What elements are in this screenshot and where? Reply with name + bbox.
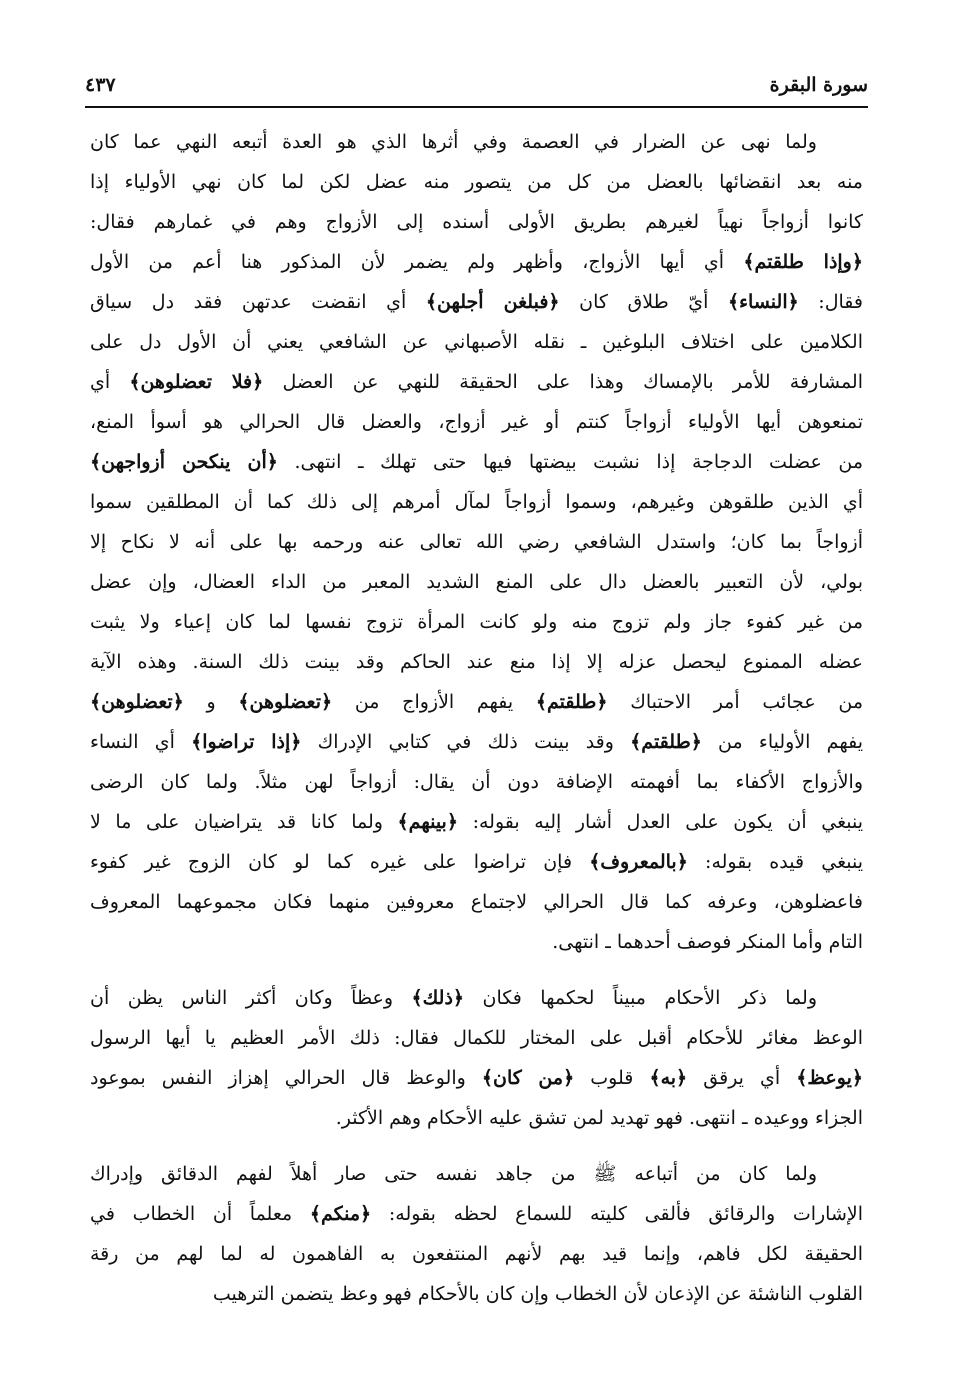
quran-quote: ﴿وإذا طلقتم﴾ <box>743 251 863 273</box>
text-line: بولي، لأن التعبير بالعضل دال على المنع الشديد المعبر من الداء العضال، وإن عضل <box>90 571 863 593</box>
page-body <box>90 122 863 1330</box>
text-line: أي الذين طلقوهن وغيرهم، وسموا أزواجاً لمآل أمرهم إلى ذلك كما أن المطلقين سموا <box>90 491 863 513</box>
text-line: ﴿يوعظ﴾ أي يرقق ﴿به﴾ قلوب ﴿من كان﴾ والوعظ قال الحرالي إهزاز النفس بموعود <box>90 1067 863 1089</box>
quran-quote: ﴿بينهم﴾ <box>397 811 458 833</box>
text-line: الوعظ مغائر للأحكام أقبل على المختار للكمال فقال: ذلك الأمر العظيم يا أيها الرسول <box>90 1027 863 1049</box>
text-line: الكلامين على اختلاف البلوغين ـ نقله الأصبهاني عن الشافعي يعني أن الأول دل على <box>90 331 863 353</box>
text-line: فقال: ﴿النساء﴾ أيّ طلاق كان ﴿فبلغن أجلهن﴾ أي انقضت عدتهن فقد دل سياق <box>90 291 863 313</box>
quran-quote: ﴿من كان﴾ <box>481 1067 575 1089</box>
quran-quote: ﴿منكم﴾ <box>309 1203 372 1225</box>
quran-quote: ﴿النساء﴾ <box>727 291 799 313</box>
quran-quote: ﴿بالمعروف﴾ <box>589 851 688 873</box>
text-line: من غير كفوء جاز ولم تزوج منه ولو كانت المرأة تزوج نفسها لما كان إعياء ولا يثبت <box>90 611 863 633</box>
text-line: فاعضلوهن، وعرفه كما قال الحرالي لاجتماع معروفين منهما فكان مجموعهما المعروف <box>90 891 863 913</box>
running-header <box>85 74 868 102</box>
quran-quote: ﴿طلقتم﴾ <box>535 691 608 713</box>
text-line: والأزواج الأكفاء بما أفهمته الإضافة دون أن يقال: أزواجاً لهن مثلاً. ولما كان الرضى <box>90 771 863 793</box>
text-line: كانوا أزواجاً نهياً لغيرهم بطريق الأولى أسنده إلى الأزواج وهم في غمارهم فقال: <box>90 211 863 233</box>
text-line: الإشارات والرقائق فألقى كليته للسماع لحظه بقوله: ﴿منكم﴾ معلماً أن الخطاب في <box>90 1203 863 1225</box>
quran-quote: ﴿أن ينكحن أزواجهن﴾ <box>90 451 278 473</box>
text-line: منه بعد انقضائها بالعضل من كل من يتصور منه عضل لكن لما كان نهي الأولياء إذا <box>90 171 863 193</box>
quran-quote: ﴿ذلك﴾ <box>411 987 465 1009</box>
paragraph <box>90 122 863 962</box>
text-line: عضله الممنوع ليحصل عزله إلا إذا منع عند الحاكم وقد بينت ذلك السنة. وهذه الآية <box>90 651 863 673</box>
text-line: تمنعوهن أيها الأولياء أزواجاً كنتم أو غير أزواج، والعضل قال الحرالي هو أسوأ المنع، <box>90 411 863 433</box>
text-line: من عضلت الدجاجة إذا نشبت بيضتها فيها حتى تهلك ـ انتهى. ﴿أن ينكحن أزواجهن﴾ <box>90 451 863 473</box>
quran-quote: ﴿يوعظ﴾ <box>796 1067 863 1089</box>
text-line: ولما نهى عن الضرار في العصمة وفي أثرها الذي هو العدة أتبعه النهي عما كان <box>90 131 817 153</box>
text-line: من عجائب أمر الاحتباك ﴿طلقتم﴾ يفهم الأزواج من ﴿تعضلوهن﴾ و ﴿تعضلوهن﴾ <box>90 691 863 713</box>
text-line: الجزاء ووعيده ـ انتهى. فهو تهديد لمن تشق عليه الأحكام وهم الأكثر. <box>335 1107 863 1129</box>
text-line: الحقيقة لكل فاهم، وإنما قيد بهم لأنهم المنتفعون به الفاهمون له لما لهم من رقة <box>90 1243 863 1265</box>
quran-quote: ﴿فلا تعضلوهن﴾ <box>129 371 264 393</box>
text-line: التام وأما المنكر فوصف أحدهما ـ انتهى. <box>552 931 863 953</box>
quran-quote: ﴿طلقتم﴾ <box>630 731 702 753</box>
quran-quote: ﴿إذا تراضوا﴾ <box>191 731 302 753</box>
text-line: أزواجاً بما كان؛ واستدل الشافعي رضي الله تعالى عنه ورحمه بها على أنه لا نكاح إلا <box>90 531 863 553</box>
text-line: ينبغي أن يكون على العدل أشار إليه بقوله: ﴿بينهم﴾ ولما كانا قد يتراضيان على ما لا <box>90 811 863 833</box>
text-line: ينبغي قيده بقوله: ﴿بالمعروف﴾ فإن تراضوا على غيره كما لو كان الزوج غير كفوء <box>90 851 863 873</box>
paragraph <box>90 1154 863 1314</box>
text-line: المشارفة للأمر بالإمساك وهذا على الحقيقة للنهي عن العضل ﴿فلا تعضلوهن﴾ أي <box>90 371 863 393</box>
paragraph <box>90 978 863 1138</box>
text-line: يفهم الأولياء من ﴿طلقتم﴾ وقد بينت ذلك في كتابي الإدراك ﴿إذا تراضوا﴾ أي النساء <box>90 731 863 753</box>
text-line: ﴿وإذا طلقتم﴾ أي أيها الأزواج، وأظهر ولم يضمر لأن المذكور هنا أعم من الأول <box>90 251 863 273</box>
quran-quote: ﴿تعضلوهن﴾ <box>238 691 333 713</box>
quran-quote: ﴿تعضلوهن﴾ <box>90 691 184 713</box>
header-rule <box>85 106 868 108</box>
text-line: القلوب الناشئة عن الإذعان لأن الخطاب وإن كان بالأحكام فهو وعظ يتضمن الترهيب <box>212 1283 863 1305</box>
quran-quote: ﴿به﴾ <box>649 1067 688 1089</box>
page-number: ٤٣٧ <box>85 74 116 96</box>
text-line: ولما كان من أتباعه ﷺ من جاهد نفسه حتى صار أهلاً لفهم الدقائق وإدراك <box>90 1163 817 1185</box>
text-line: ولما ذكر الأحكام مبيناً لحكمها فكان ﴿ذلك﴾ وعظاً وكان أكثر الناس يظن أن <box>90 987 818 1009</box>
quran-quote: ﴿فبلغن أجلهن﴾ <box>425 291 560 313</box>
sura-title: سورة البقرة <box>769 74 868 96</box>
